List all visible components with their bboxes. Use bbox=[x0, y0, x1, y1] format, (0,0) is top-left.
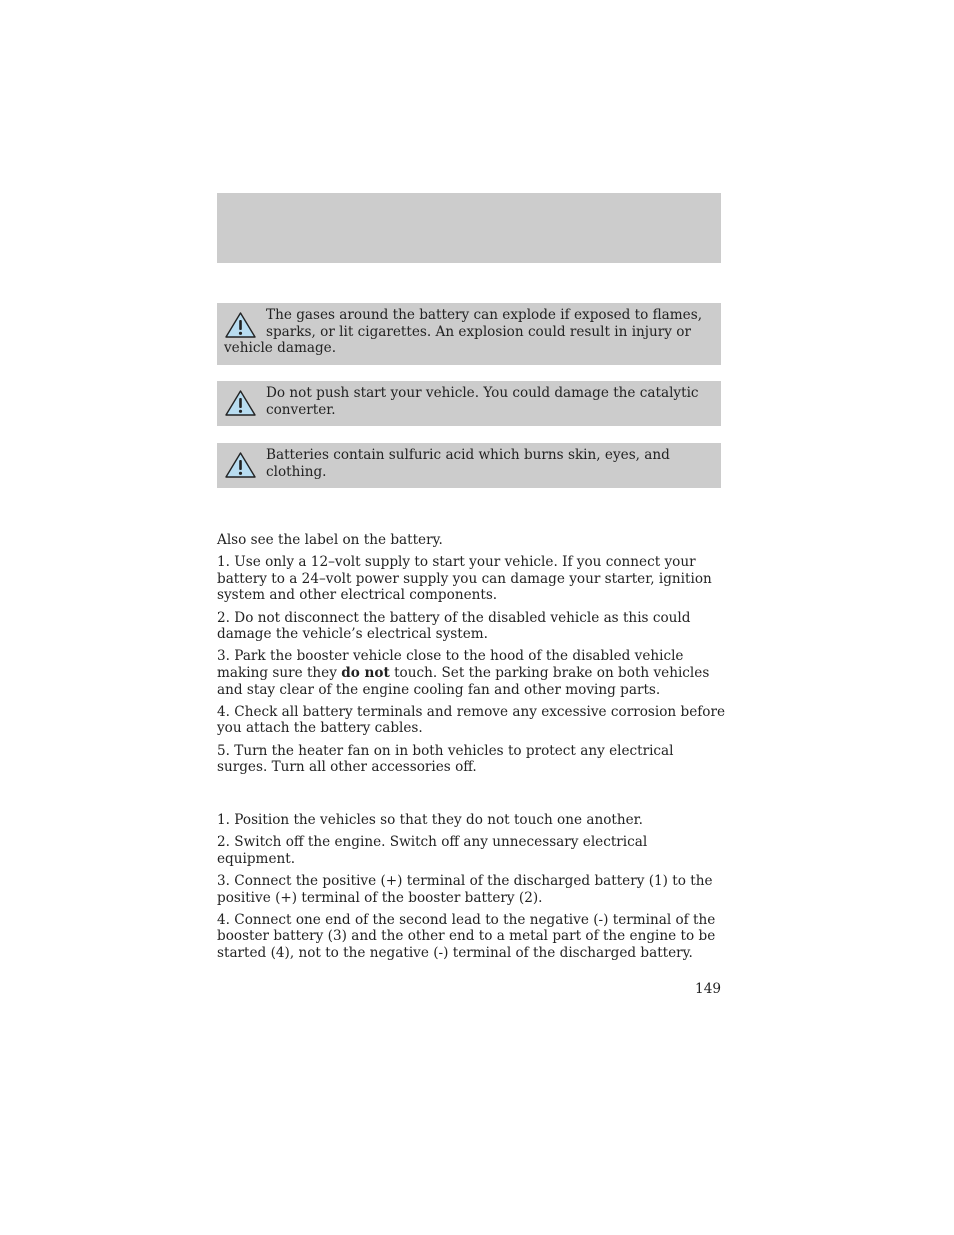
connecting-section bbox=[217, 812, 725, 967]
connecting-step-2: 2. Switch off the engine. Switch off any unnecessary electrical equipment. bbox=[217, 834, 648, 867]
preparation-intro: Also see the label on the battery. bbox=[217, 532, 443, 548]
preparation-step-3: 3. Park the booster vehicle close to the hood of the disabled vehicle making sure they do not touch. Set the parking brake on both vehicles and stay clear of the engine cooling fan and other moving parts. bbox=[217, 648, 710, 698]
warning-box-acid bbox=[217, 443, 721, 488]
page-number: 149 bbox=[695, 981, 721, 997]
warning-text: Batteries contain sulfuric acid which burns skin, eyes, and clothing. bbox=[266, 447, 670, 480]
preparation-step-1: 1. Use only a 12–volt supply to start your vehicle. If you connect your battery to a 24–volt power supply you can damage your starter, ignition system and other electrical components. bbox=[217, 554, 712, 604]
preparation-section bbox=[217, 532, 725, 781]
connecting-step-3: 3. Connect the positive (+) terminal of the discharged battery (1) to the positive (+) terminal of the booster battery (2). bbox=[217, 872, 713, 906]
warning-box-push-start bbox=[217, 381, 721, 426]
section-header-band bbox=[217, 193, 721, 263]
warning-triangle-icon bbox=[224, 311, 257, 339]
preparation-step-5: 5. Turn the heater fan on in both vehicles to protect any electrical surges. Turn all other accessories off. bbox=[217, 742, 674, 776]
emphasis-do-not: do not bbox=[341, 664, 390, 681]
warning-text: Do not push start your vehicle. You could damage the catalytic converter. bbox=[266, 385, 699, 418]
preparation-step-2: 2. Do not disconnect the battery of the disabled vehicle as this could damage the vehicle’s electrical system. bbox=[217, 609, 691, 643]
warning-triangle-icon bbox=[224, 451, 257, 479]
warning-triangle-icon bbox=[224, 389, 257, 417]
connecting-step-4: 4. Connect one end of the second lead to the negative (-) terminal of the booster battery (3) and the other end to a metal part of the engine to be started (4), not to the negative (-) terminal of the discharged battery. bbox=[217, 911, 716, 961]
warning-box-gases bbox=[217, 303, 721, 365]
connecting-step-1: 1. Position the vehicles so that they do not touch one another. bbox=[217, 812, 643, 828]
warning-text: The gases around the battery can explode if exposed to flames, sparks, or lit cigarettes. An explosion could result in injury or vehicle damage. bbox=[224, 307, 703, 357]
preparation-step-4: 4. Check all battery terminals and remove any excessive corrosion before you attach the battery cables. bbox=[217, 703, 725, 737]
